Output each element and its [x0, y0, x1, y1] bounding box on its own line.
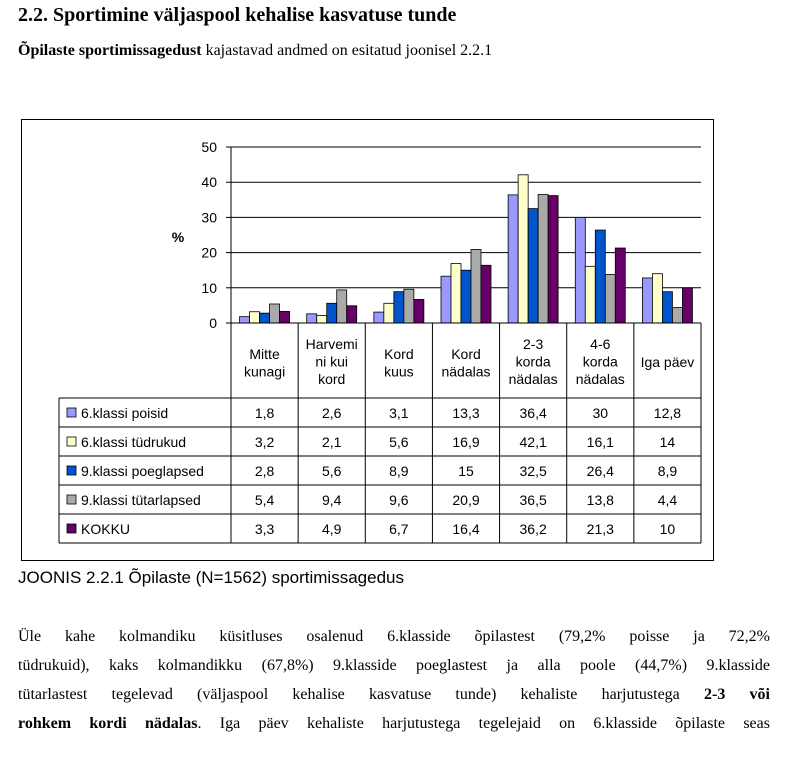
intro-paragraph [18, 42, 492, 60]
table-value: 9,4 [321, 492, 342, 508]
bar [384, 303, 394, 323]
table-value: 5,4 [254, 492, 275, 508]
table-value: 36,4 [519, 405, 547, 421]
legend-swatch [67, 524, 76, 533]
bar [652, 274, 662, 323]
bar [461, 270, 471, 323]
bar [374, 312, 384, 323]
bar [481, 265, 491, 323]
category-label: 4-6 [590, 336, 611, 352]
bar [548, 196, 558, 323]
y-axis-label: % [171, 229, 185, 245]
figure-caption: JOONIS 2.2.1 Õpilaste (N=1562) sportimissagedus [18, 568, 404, 587]
table-value: 4,9 [321, 521, 342, 537]
category-label: Mitte [249, 346, 280, 362]
body-line-4-bold: rohkem kordi nädalas [18, 715, 198, 732]
body-line-4-text: . Iga päev kehaliste harjutustega tegelejaid on 6.klasside õpilaste seas [197, 715, 770, 732]
y-tick-label: 50 [201, 139, 217, 155]
bar [250, 312, 260, 323]
body-line-3-text: tütarlastest tegelevad (väljaspool kehalise kasvatuse tunde) kehaliste harjutustega [18, 686, 680, 703]
category-label: Kord [384, 346, 414, 362]
category-label: kord [318, 371, 346, 387]
table-value: 13,3 [452, 405, 480, 421]
table-value: 1,8 [254, 405, 275, 421]
table-value: 16,1 [586, 434, 614, 450]
table-value: 21,3 [586, 521, 614, 537]
table-value: 3,2 [254, 434, 275, 450]
category-label: 2-3 [523, 336, 544, 352]
table-value: 36,5 [519, 492, 547, 508]
bar [605, 274, 615, 323]
table-value: 12,8 [653, 405, 682, 421]
table-value: 9,6 [389, 492, 409, 508]
table-value: 26,4 [586, 463, 614, 479]
category-label: nädalas [575, 371, 625, 387]
category-label: nädalas [508, 371, 558, 387]
table-value: 4,4 [657, 492, 678, 508]
legend-swatch [67, 466, 76, 475]
legend-label: 9.klassi poeglapsed [81, 463, 204, 479]
y-tick-label: 0 [209, 315, 217, 331]
bar-chart [22, 120, 715, 562]
table-value: 2,6 [321, 405, 342, 421]
category-label: kunagi [243, 363, 286, 380]
table-value: 5,6 [321, 463, 342, 479]
category-label: Iga päev [640, 354, 695, 370]
legend-label: 6.klassi tüdrukud [81, 434, 187, 450]
table-value: 6,7 [389, 521, 409, 537]
bar [404, 289, 414, 323]
legend-swatch [67, 495, 76, 504]
bar [240, 317, 250, 323]
bar [672, 308, 682, 323]
category-label: korda [582, 353, 618, 370]
bar [538, 195, 548, 323]
bar [615, 248, 625, 323]
table-value: 42,1 [519, 434, 547, 450]
bar [595, 230, 605, 323]
bar [508, 195, 518, 323]
table-value: 10 [659, 521, 676, 537]
bar [337, 290, 347, 323]
table-value: 5,6 [389, 434, 409, 450]
legend-label: 9.klassi tütarlapsed [81, 492, 201, 508]
bar [307, 314, 317, 323]
bar [585, 266, 595, 323]
category-label: kuus [384, 363, 414, 380]
table-value: 14 [659, 434, 676, 450]
table-value: 15 [458, 463, 474, 479]
chart-frame [21, 119, 714, 561]
intro-bold: Õpilaste sportimissagedust [18, 42, 202, 59]
table-value: 2,8 [254, 463, 275, 479]
bar [682, 288, 692, 323]
body-line-3 [18, 680, 770, 709]
y-tick-label: 10 [201, 279, 217, 296]
table-value: 36,2 [519, 521, 547, 537]
section-heading: 2.2. Sportimine väljaspool kehalise kasvatuse tunde [18, 4, 457, 26]
intro-rest: kajastavad andmed on esitatud joonisel 2.2.1 [201, 42, 493, 59]
bar [441, 276, 451, 323]
category-label: Kord [451, 346, 481, 362]
bar [317, 316, 327, 323]
bar [280, 311, 290, 323]
table-value: 30 [592, 405, 609, 421]
bar [662, 292, 672, 323]
table-value: 32,5 [519, 463, 547, 479]
category-label: ni kui [315, 353, 349, 370]
category-label: korda [515, 353, 551, 370]
y-tick-label: 30 [201, 209, 217, 226]
y-tick-label: 40 [201, 174, 217, 191]
bar [260, 313, 270, 323]
bar [518, 175, 528, 323]
bar [270, 304, 280, 323]
bar [451, 264, 461, 323]
table-value: 8,9 [389, 463, 409, 479]
bar [575, 217, 585, 323]
table-value: 3,1 [389, 405, 409, 421]
bar [528, 209, 538, 323]
category-label: Harvemi [305, 336, 358, 352]
legend-label: 6.klassi poisid [81, 405, 169, 421]
table-value: 2,1 [321, 434, 342, 450]
bar [394, 292, 404, 323]
body-line-4 [18, 709, 770, 738]
y-tick-label: 20 [201, 244, 217, 261]
bar [471, 249, 481, 323]
legend-swatch [67, 437, 76, 446]
table-value: 3,3 [254, 521, 275, 537]
bar [414, 299, 424, 323]
category-label: nädalas [441, 363, 491, 380]
body-line-2: tüdrukuid), kaks kolmandikku (67,8%) 9.klasside poeglastest ja alla poole (44,7%) 9.klasside [18, 657, 770, 674]
legend-label: KOKKU [81, 521, 131, 537]
bar [347, 306, 357, 323]
table-value: 16,4 [452, 521, 480, 537]
body-line-3-bold: 2-3 või [704, 686, 771, 703]
bar [642, 278, 652, 323]
table-value: 8,9 [657, 463, 678, 479]
body-paragraph [18, 622, 770, 738]
legend-swatch [67, 408, 76, 417]
table-value: 16,9 [452, 434, 480, 450]
table-value: 13,8 [586, 492, 614, 508]
body-line-1: Üle kahe kolmandiku küsitluses osalenud 6.klasside õpilastest (79,2% poisse ja 72,2% [18, 628, 770, 645]
bar [327, 303, 337, 323]
table-value: 20,9 [452, 492, 480, 508]
